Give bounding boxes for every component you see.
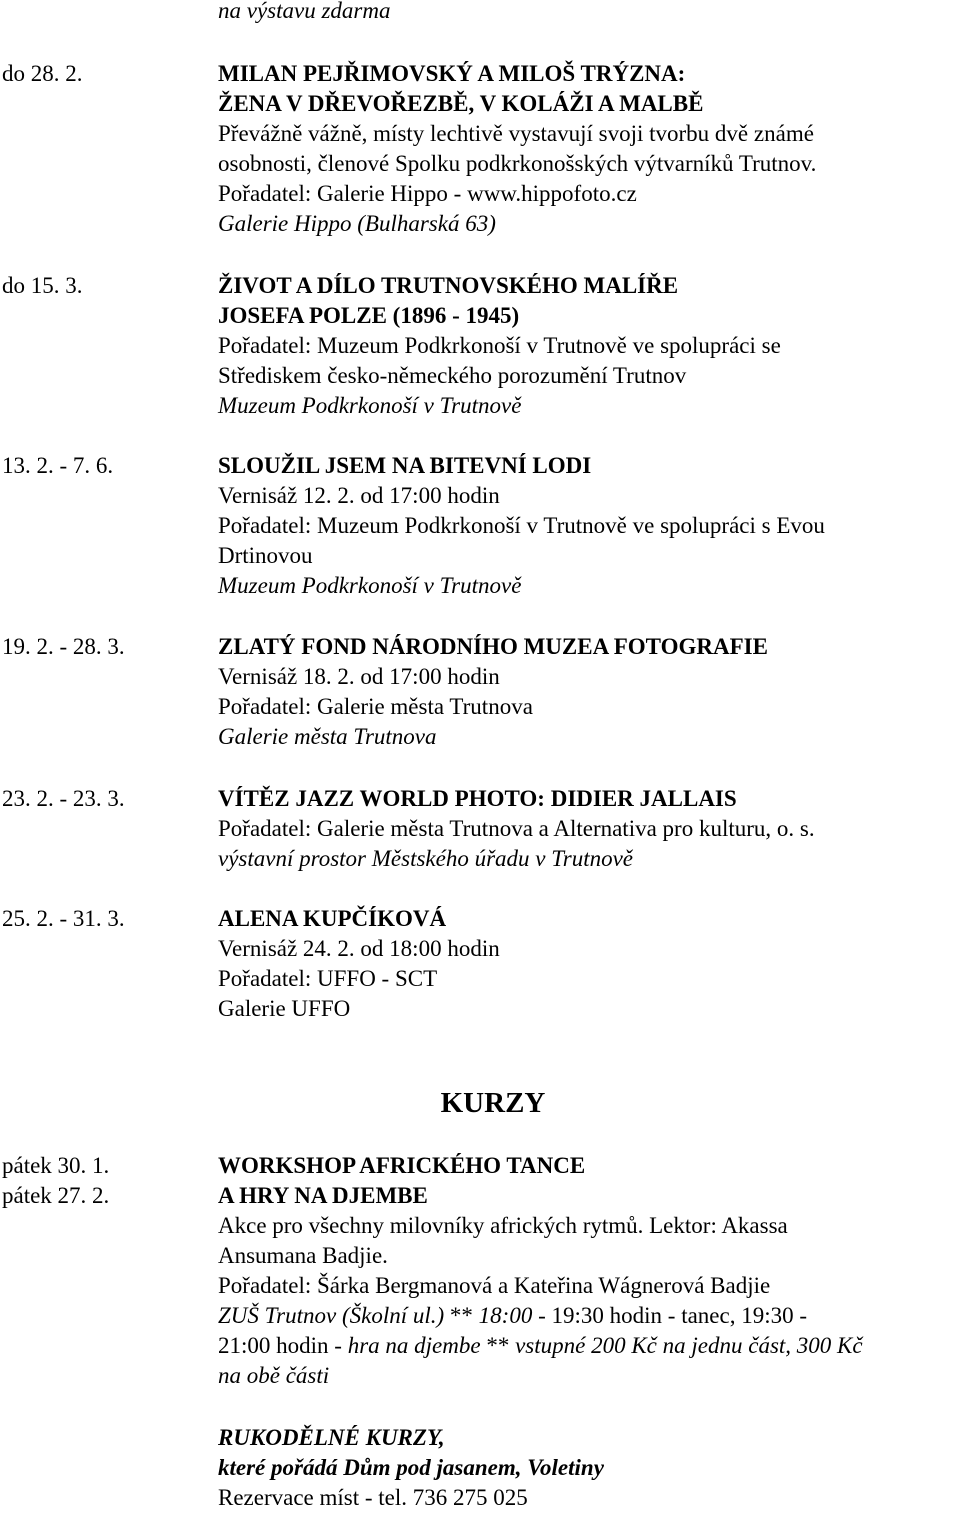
course-time: 18:00 (478, 1303, 533, 1328)
event-organizer: Pořadatel: Galerie Hippo - www.hippofoto.cz (218, 181, 637, 206)
event-date: 23. 2. - 23. 3. (2, 786, 125, 811)
event-date: do 28. 2. (2, 61, 83, 86)
course-separator: ** (480, 1333, 516, 1358)
event-title: MILAN PEJŘIMOVSKÝ A MILOŠ TRÝZNA: (218, 61, 686, 86)
event-date: 25. 2. - 31. 3. (2, 906, 125, 931)
course-price: na jednu (656, 1333, 749, 1358)
event-venue: Galerie města Trutnova (218, 724, 437, 749)
course-date: pátek 27. 2. (2, 1183, 110, 1208)
event-date: do 15. 3. (2, 273, 83, 298)
event-date: 13. 2. - 7. 6. (2, 453, 114, 478)
course-schedule: 21:00 hodin - (218, 1333, 348, 1358)
crafts-reservation: Rezervace míst - tel. 736 275 025 (218, 1485, 528, 1510)
event-venue: výstavní prostor Městského úřadu v Trutnově (218, 846, 634, 871)
course-price: na obě části (218, 1363, 330, 1388)
event-vernisage: Vernisáž 18. 2. od 17:00 hodin (218, 664, 500, 689)
event-venue: Muzeum Podkrkonoší v Trutnově (218, 393, 522, 418)
event-title: ŽENA V DŘEVOŘEZBĚ, V KOLÁŽI A MALBĚ (218, 91, 704, 116)
course-date: pátek 30. 1. (2, 1153, 110, 1178)
course-description: Akce pro všechny milovníky afrických rytmů. Lektor: Akassa (218, 1213, 788, 1238)
event-description: Převážně vážně, místy lechtivě vystavují svoji tvorbu dvě známé (218, 121, 814, 146)
course-activity: hra na djembe (347, 1333, 481, 1358)
event-title: ALENA KUPČÍKOVÁ (218, 906, 447, 931)
event-date: 19. 2. - 28. 3. (2, 634, 125, 659)
event-organizer: Pořadatel: UFFO - SCT (218, 966, 438, 991)
course-title: WORKSHOP AFRICKÉHO TANCE (218, 1153, 586, 1178)
event-organizer: Střediskem česko-německého porozumění Trutnov (218, 363, 687, 388)
event-vernisage: Vernisáž 24. 2. od 18:00 hodin (218, 936, 500, 961)
event-title: JOSEFA POLZE (1896 - 1945) (218, 303, 520, 328)
event-title: VÍTĚZ JAZZ WORLD PHOTO: DIDIER JALLAIS (218, 786, 737, 811)
event-organizer: Pořadatel: Muzeum Podkrkonoší v Trutnově ve spolupráci se (218, 333, 781, 358)
event-venue: Galerie UFFO (218, 996, 351, 1021)
event-vernisage: Vernisáž 12. 2. od 17:00 hodin (218, 483, 500, 508)
event-title: SLOUŽIL JSEM NA BITEVNÍ LODI (218, 453, 592, 478)
course-schedule: - 19:30 hodin - tanec, 19:30 - (532, 1303, 808, 1328)
event-organizer: Drtinovou (218, 543, 313, 568)
event-title: ŽIVOT A DÍLO TRUTNOVSKÉHO MALÍŘE (218, 273, 679, 298)
event-title: ZLATÝ FOND NÁRODNÍHO MUZEA FOTOGRAFIE (218, 634, 768, 659)
course-details-line (218, 1331, 863, 1361)
course-details-line (218, 1301, 807, 1331)
courses-heading: KURZY (440, 1087, 546, 1119)
course-title: A HRY NA DJEMBE (218, 1183, 428, 1208)
event-venue: Muzeum Podkrkonoší v Trutnově (218, 573, 522, 598)
course-description: Ansumana Badjie. (218, 1243, 388, 1268)
course-venue: ZUŠ Trutnov (Školní ul.) (218, 1303, 445, 1328)
event-venue: Galerie Hippo (Bulharská 63) (218, 211, 496, 236)
course-price: část, 300 Kč (748, 1333, 863, 1358)
intro-line: na výstavu zdarma (218, 0, 391, 23)
event-organizer: Pořadatel: Muzeum Podkrkonoší v Trutnově ve spolupráci s Evou (218, 513, 825, 538)
crafts-subtitle: které pořádá Dům pod jasanem, Voletiny (218, 1455, 604, 1480)
course-organizer: Pořadatel: Šárka Bergmanová a Kateřina Wágnerová Badjie (218, 1273, 771, 1298)
crafts-title: RUKODĚLNÉ KURZY, (218, 1425, 445, 1450)
event-organizer: Pořadatel: Galerie města Trutnova a Alternativa pro kulturu, o. s. (218, 816, 815, 841)
event-description: osobnosti, členové Spolku podkrkonošských výtvarníků Trutnov. (218, 151, 817, 176)
event-organizer: Pořadatel: Galerie města Trutnova (218, 694, 533, 719)
course-separator: ** (444, 1303, 479, 1328)
course-price: vstupné 200 Kč (515, 1333, 657, 1358)
